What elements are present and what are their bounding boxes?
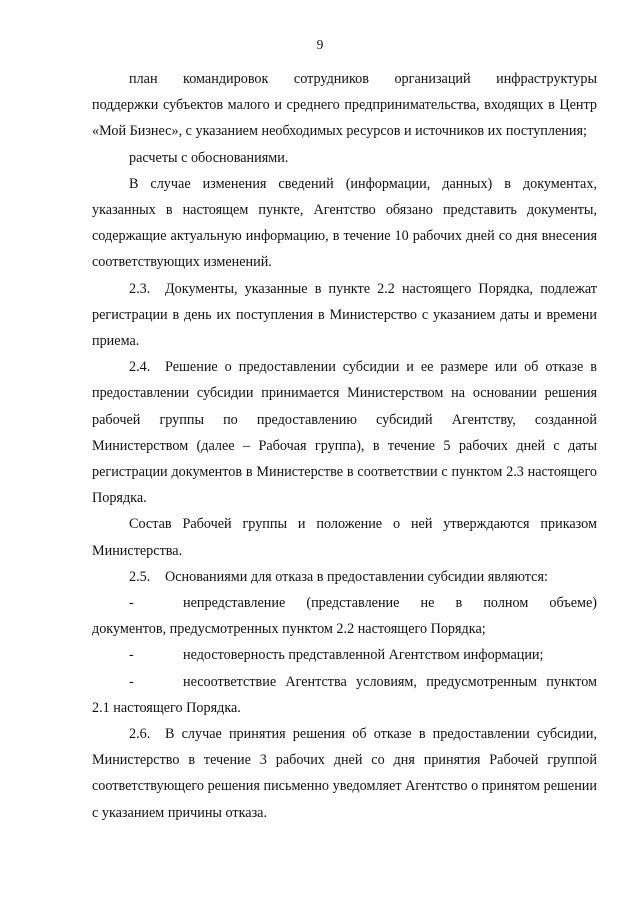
list-item-text: недостоверность представленной Агентством информации; <box>183 647 544 664</box>
list-item-text: несоответствие Агентства условиям, предусмотренным пунктом <box>183 673 597 690</box>
clause-text: В случае принятия решения об отказе в предоставлении субсидии, Министерство в течение 3 рабочих дней со дня принятия Рабочей группой соответствующего решения письменно уведомляет Агентство о принятом решении с указанием причины отказа. <box>92 726 597 821</box>
paragraph-plan-continuation: поддержки субъектов малого и среднего предпринимательства, входящих в Центр «Мой Бизнес», с указанием необходимых ресурсов и источников их поступления; <box>92 97 597 140</box>
list-item <box>92 642 597 668</box>
clause-text: Основаниями для отказа в предоставлении субсидии являются: <box>165 568 548 585</box>
clause-number: 2.4. <box>129 359 151 376</box>
document-body <box>92 66 597 826</box>
paragraph-calculations: расчеты с обоснованиями. <box>129 149 289 166</box>
clause-2-3 <box>92 276 597 355</box>
clause-2-6 <box>92 721 597 826</box>
list-dash: - <box>129 647 134 664</box>
clause-2-4 <box>92 354 597 511</box>
paragraph-plan-first-line: план командировок сотрудников организаций инфраструктуры <box>129 71 597 87</box>
clause-number: 2.5. <box>129 568 151 585</box>
list-item <box>92 590 597 616</box>
list-dash: - <box>129 673 134 690</box>
list-dash: - <box>129 595 134 612</box>
clause-text: Решение о предоставлении субсидии и ее размере или об отказе в предоставлении субсидии принимается Министерством на основании решения рабочей группы по предоставлению субсидий Агентству, созданной Министерством (далее – Рабочая группа), в течение 5 рабочих дней с даты регистрации документов в Министерстве в соответствии с пунктом 2.3 настоящего Порядка. <box>92 359 597 507</box>
clause-number: 2.3. <box>129 280 151 297</box>
clause-text: Документы, указанные в пункте 2.2 настоящего Порядка, подлежат регистрации в день их поступления в Министерство с указанием даты и времени приема. <box>92 280 597 350</box>
list-item-continuation: документов, предусмотренных пунктом 2.2 настоящего Порядка; <box>92 621 486 638</box>
page-number: 9 <box>316 37 324 52</box>
paragraph-working-group: Состав Рабочей группы и положение о ней утверждаются приказом Министерства. <box>92 516 597 559</box>
clause-number: 2.6. <box>129 726 151 743</box>
paragraph-changes: В случае изменения сведений (информации, данных) в документах, указанных в настоящем пункте, Агентство обязано представить документы, содержащие актуальную информацию, в течение 10 рабочих дней со дня внесения соответствующих изменений. <box>92 175 597 271</box>
list-item-continuation: 2.1 настоящего Порядка. <box>92 699 241 716</box>
clause-2-5 <box>92 564 597 590</box>
list-item-text: непредставление (представление не в полном объеме) <box>183 595 597 612</box>
list-item <box>92 669 597 695</box>
